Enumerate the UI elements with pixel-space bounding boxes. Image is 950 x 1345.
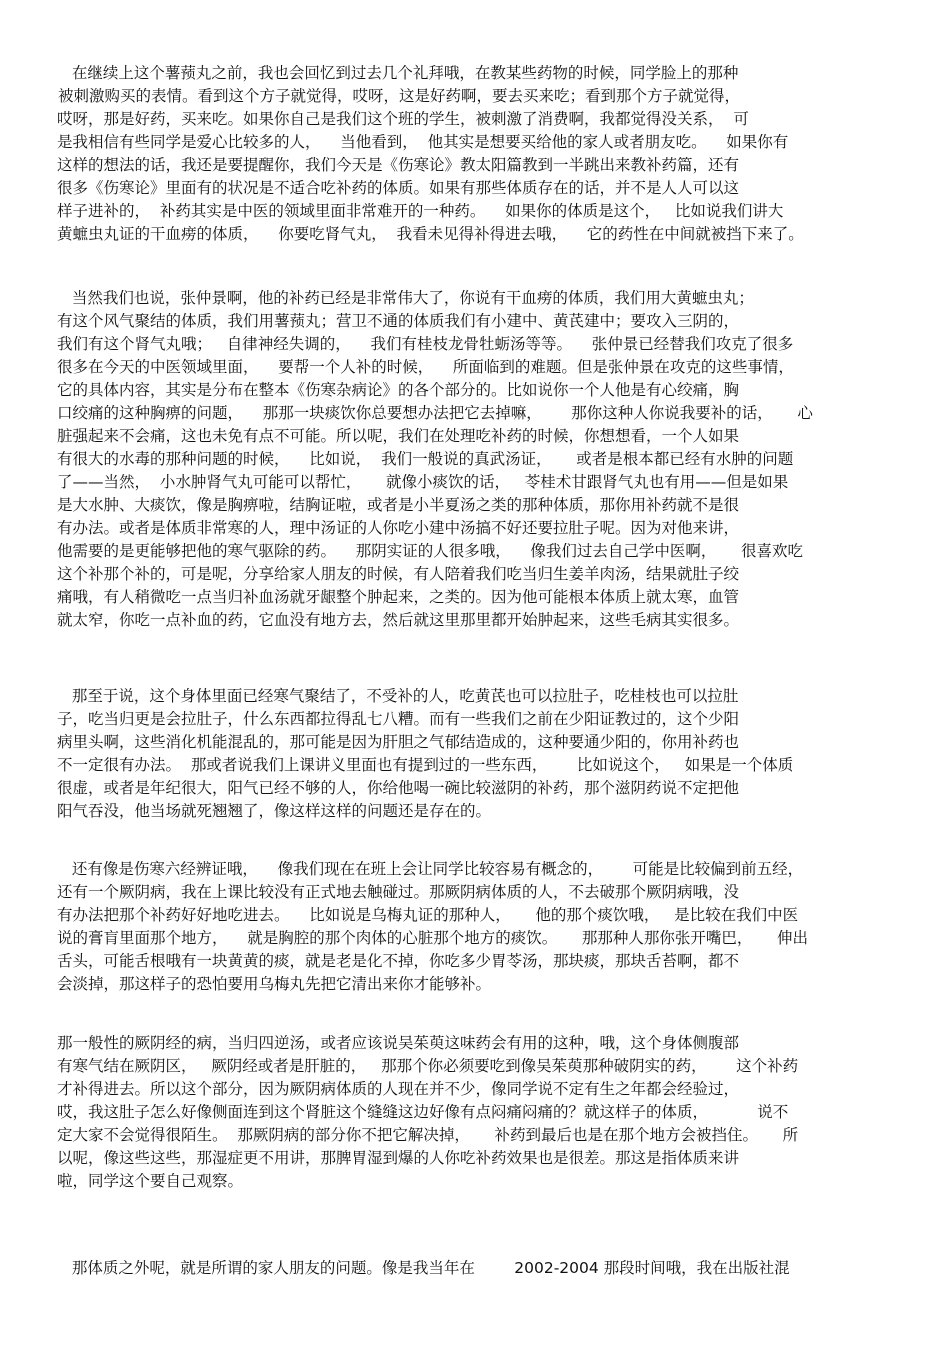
text-line: 病里头啊，这些消化机能混乱的，那可能是因为肝胆之气郁结造成的，这种要通少阳的，你用补药也 bbox=[57, 733, 740, 751]
text-line: 才补得进去。所以这个部分，因为厥阴病体质的人现在并不少，像同学说不定有生之年都会经验过， bbox=[57, 1080, 740, 1098]
text-line: 很多《伤寒论》里面有的状况是不适合吃补药的体质。如果有那些体质存在的话，并不是人人可以这 bbox=[57, 179, 740, 197]
paragraph-1 bbox=[0, 62, 950, 246]
paragraph-3 bbox=[0, 685, 950, 823]
text-line: 它的具体内容，其实是分布在整本《伤寒杂病论》的各个部分的。比如说你一个人他是有心绞痛，胸 bbox=[57, 381, 740, 399]
text-line: 样子进补的， 补药其实是中医的领域里面非常难开的一种药。 如果你的体质是这个， 比如说我们讲大 bbox=[57, 202, 784, 220]
text-line: 有很大的水毒的那种问题的时候， 比如说， 我们一般说的真武汤证， 或者是根本都已经有水肿的问题 bbox=[57, 450, 794, 468]
text-line: 以呢，像这些这些，那湿症更不用讲，那脾胃湿到爆的人你吃补药效果也是很差。那这是指体质来讲 bbox=[57, 1149, 740, 1167]
text-line: 脏强起来不会痛，这也未免有点不可能。所以呢，我们在处理吃补药的时候，你想想看，一个人如果 bbox=[57, 427, 740, 445]
text-line: 阳气吞没，他当场就死翘翘了，像这样这样的问题还是存在的。 bbox=[57, 802, 492, 820]
text-line: 说的膏肓里面那个地方， 就是胸腔的那个肉体的心脏那个地方的痰饮。 那那种人那你张开嘴巴， 伸出 bbox=[57, 929, 808, 947]
text-line: 会淡掉，那这样子的恐怕要用乌梅丸先把它清出来你才能够补。 bbox=[57, 975, 492, 993]
text-line: 痛哦，有人稍微吃一点当归补血汤就牙龈整个肿起来，之类的。因为他可能根本体质上就太寒，血管 bbox=[57, 588, 740, 606]
text-line: 定大家不会觉得很陌生。 那厥阴病的部分你不把它解决掉， 补药到最后也是在那个地方会被挡住。 所 bbox=[57, 1126, 799, 1144]
text-line: 子，吃当归更是会拉肚子，什么东西都拉得乱七八糟。而有一些我们之前在少阳证教过的，这个少阳 bbox=[57, 710, 740, 728]
text-line: 很多在今天的中医领域里面， 要帮一个人补的时候， 所面临到的难题。但是张仲景在攻克的这些事情， bbox=[57, 358, 794, 376]
text-line: 黄蟅虫丸证的干血痨的体质， 你要吃肾气丸， 我看未见得补得进去哦， 它的药性在中间就被挡下来了。 bbox=[57, 225, 804, 243]
text-line: 就太窄，你吃一点补血的药，它血没有地方去，然后就这里那里都开始肿起来，这些毛病其实很多。 bbox=[57, 611, 740, 629]
text-line: 有寒气结在厥阴区， 厥阴经或者是肝脏的， 那那个你必须要吃到像吴茱萸那种破阴实的药， 这个补药 bbox=[57, 1057, 799, 1075]
text-line: 不一定很有办法。 那或者说我们上课讲义里面也有提到过的一些东西， 比如说这个， 如果是一个体质 bbox=[57, 756, 794, 774]
text-line: 那一般性的厥阴经的病，当归四逆汤，或者应该说吴茱萸这味药会有用的这种，哦，这个身体侧腹部 bbox=[57, 1034, 740, 1052]
text-line: 在继续上这个薯蓣丸之前，我也会回忆到过去几个礼拜哦，在教某些药物的时候，同学脸上的那种 bbox=[62, 64, 739, 82]
paragraph-2 bbox=[0, 287, 950, 632]
text-line: 还有一个厥阴病，我在上课比较没有正式地去触碰过。那厥阴病体质的人，不去破那个厥阴病哦，没 bbox=[57, 883, 740, 901]
text-line: 了——当然， 小水肿肾气丸可能可以帮忙， 就像小痰饮的话， 苓桂术甘跟肾气丸也有用——但是如果 bbox=[57, 473, 789, 491]
text-line: 他需要的是更能够把他的寒气驱除的药。 那阴实证的人很多哦， 像我们过去自己学中医啊， 很喜欢吃 bbox=[57, 542, 804, 560]
text-line: 我们有这个肾气丸哦； 自律神经失调的， 我们有桂枝龙骨牡蛎汤等等。 张仲景已经替我们攻克了很多 bbox=[57, 335, 794, 353]
paragraph-5 bbox=[0, 1032, 950, 1193]
text-line: 有这个风气聚结的体质，我们用薯蓣丸；营卫不通的体质我们有小建中、黄芪建中；要攻入三阴的， bbox=[57, 312, 740, 330]
text-line: 那至于说，这个身体里面已经寒气聚结了，不受补的人，吃黄芪也可以拉肚子，吃桂枝也可以拉肚 bbox=[62, 687, 739, 705]
text-line: 这个补那个补的，可是呢，分享给家人朋友的时候，有人陪着我们吃当归生姜羊肉汤，结果就肚子绞 bbox=[57, 565, 740, 583]
text-line: 哎呀，那是好药，买来吃。如果你自己是我们这个班的学生，被刺激了消费啊，我都觉得没关系， 可 bbox=[57, 110, 749, 128]
text-line: 被刺激购买的表情。看到这个方子就觉得，哎呀，这是好药啊，要去买来吃；看到那个方子就觉得， bbox=[58, 87, 741, 105]
text-line: 啦，同学这个要自己观察。 bbox=[57, 1172, 244, 1190]
text-line: 这样的想法的话，我还是要提醒你，我们今天是《伤寒论》教太阳篇教到一半跳出来教补药篇，还有 bbox=[57, 156, 740, 174]
paragraph-6 bbox=[0, 1257, 950, 1280]
text-line: 有办法把那个补药好好地吃进去。 比如说是乌梅丸证的那种人， 他的那个痰饮哦， 是比较在我们中医 bbox=[57, 906, 799, 924]
text-line: 有办法。或者是体质非常寒的人，理中汤证的人你吃小建中汤搞不好还要拉肚子呢。因为对他来讲， bbox=[57, 519, 740, 537]
text-line: 口绞痛的这种胸痹的问题， 那那一块痰饮你总要想办法把它去掉嘛， 那你这种人你说我要补的话， 心 bbox=[57, 404, 813, 422]
text-line: 还有像是伤寒六经辨证哦， 像我们现在在班上会让同学比较容易有概念的， 可能是比较偏到前五经， bbox=[62, 860, 804, 878]
text-line: 那体质之外呢，就是所谓的家人朋友的问题。像是我当年在 2002-2004 那段时间哦，我在出版社混 bbox=[62, 1259, 790, 1277]
text-line: 很虚，或者是年纪很大，阳气已经不够的人，你给他喝一碗比较滋阴的补药，那个滋阴药说不定把他 bbox=[57, 779, 740, 797]
text-line: 当然我们也说，张仲景啊，他的补药已经是非常伟大了，你说有干血痨的体质，我们用大黄蟅虫丸； bbox=[62, 289, 754, 307]
text-line: 舌头，可能舌根哦有一块黄黄的痰，就是老是化不掉，你吃多少胃苓汤，那块痰，那块舌苔啊，都不 bbox=[57, 952, 740, 970]
text-line: 是大水肿、大痰饮，像是胸痹啦，结胸证啦，或者是小半夏汤之类的那种体质，那你用补药就不是很 bbox=[57, 496, 740, 514]
text-line: 哎，我这肚子怎么好像侧面连到这个肾脏这个缝缝这边好像有点闷痛闷痛的？就这样子的体质， 说不 bbox=[57, 1103, 789, 1121]
text-line: 是我相信有些同学是爱心比较多的人， 当他看到， 他其实是想要买给他的家人或者朋友吃。 如果你有 bbox=[57, 133, 789, 151]
paragraph-4 bbox=[0, 858, 950, 996]
